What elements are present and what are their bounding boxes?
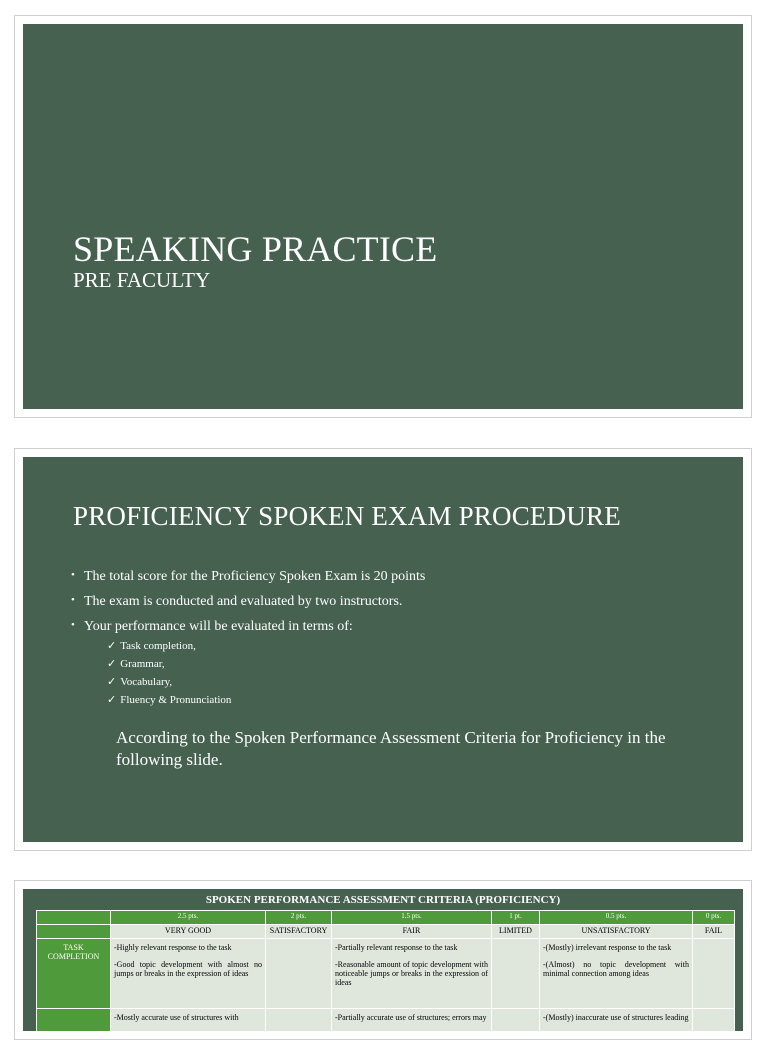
slide-note: According to the Spoken Performance Assessment Criteria for Proficiency in the following slide. bbox=[116, 728, 666, 769]
slide-1-frame[interactable] bbox=[14, 15, 752, 418]
points-cell: 1 pt. bbox=[492, 911, 540, 925]
checkmark-icon: ✓ bbox=[107, 694, 117, 706]
level-header: UNSATISFACTORY bbox=[540, 925, 693, 939]
points-cell: 2.5 pts. bbox=[111, 911, 266, 925]
criteria-item: ✓ Vocabulary, bbox=[107, 676, 173, 688]
points-row bbox=[37, 911, 735, 925]
row-label bbox=[37, 1009, 111, 1032]
bullet-item: • The exam is conducted and evaluated by two instructors. bbox=[71, 594, 403, 609]
points-cell: 1.5 pts. bbox=[332, 911, 492, 925]
checkmark-icon: ✓ bbox=[107, 658, 117, 670]
slide-3-frame[interactable] bbox=[14, 880, 752, 1040]
level-header: LIMITED bbox=[492, 925, 540, 939]
level-header: VERY GOOD bbox=[111, 925, 266, 939]
level-header: SATISFACTORY bbox=[266, 925, 332, 939]
slide-title: PROFICIENCY SPOKEN EXAM PROCEDURE bbox=[73, 501, 621, 531]
slide-title: SPEAKING PRACTICE bbox=[73, 229, 438, 269]
points-cell: 0 pts. bbox=[693, 911, 735, 925]
levels-row bbox=[37, 925, 735, 939]
checkmark-icon: ✓ bbox=[107, 640, 117, 652]
assessment-table bbox=[36, 910, 735, 1031]
criteria-item: ✓ Grammar, bbox=[107, 658, 165, 670]
bullet-item: • The total score for the Proficiency Spoken Exam is 20 points bbox=[71, 569, 426, 584]
title-slide bbox=[23, 24, 743, 409]
fair-cell: -Partially accurate use of structures; errors may bbox=[332, 1009, 492, 1032]
checkmark-icon: ✓ bbox=[107, 676, 117, 688]
criteria-item: ✓ Task completion, bbox=[107, 640, 196, 652]
criteria-list bbox=[107, 639, 231, 711]
points-cell: 2 pts. bbox=[266, 911, 332, 925]
slide-2-frame[interactable] bbox=[14, 448, 752, 851]
bullet-icon: • bbox=[71, 569, 75, 581]
procedure-slide bbox=[23, 457, 743, 842]
fair-cell: -Partially relevant response to the task -Reasonable amount of topic development with noticeable jumps or breaks in the expression of ideas bbox=[332, 939, 492, 1009]
points-cell: 0.5 pts. bbox=[540, 911, 693, 925]
criteria-slide bbox=[23, 889, 743, 1031]
slide-subtitle: PRE FACULTY bbox=[73, 268, 211, 292]
bullet-item: • Your performance will be evaluated in terms of: bbox=[71, 619, 353, 634]
bullet-list bbox=[71, 569, 425, 644]
level-header: FAIL bbox=[693, 925, 735, 939]
very-good-cell: -Highly relevant response to the task -Good topic development with almost no jumps or breaks in the expression of ideas bbox=[111, 939, 266, 1009]
unsatisfactory-cell: -(Mostly) inaccurate use of structures leading bbox=[540, 1009, 693, 1032]
criteria-item: ✓ Fluency & Pronunciation bbox=[107, 694, 232, 706]
level-header: FAIR bbox=[332, 925, 492, 939]
table-row bbox=[37, 1009, 735, 1032]
table-row bbox=[37, 939, 735, 1009]
bullet-icon: • bbox=[71, 619, 75, 631]
row-label: TASK COMPLETION bbox=[37, 939, 111, 1009]
unsatisfactory-cell: -(Mostly) irrelevant response to the task -(Almost) no topic development with minimal connection among ideas bbox=[540, 939, 693, 1009]
very-good-cell: -Mostly accurate use of structures with bbox=[111, 1009, 266, 1032]
slide-title: SPOKEN PERFORMANCE ASSESSMENT CRITERIA (PROFICIENCY) bbox=[205, 894, 561, 906]
bullet-icon: • bbox=[71, 594, 75, 606]
